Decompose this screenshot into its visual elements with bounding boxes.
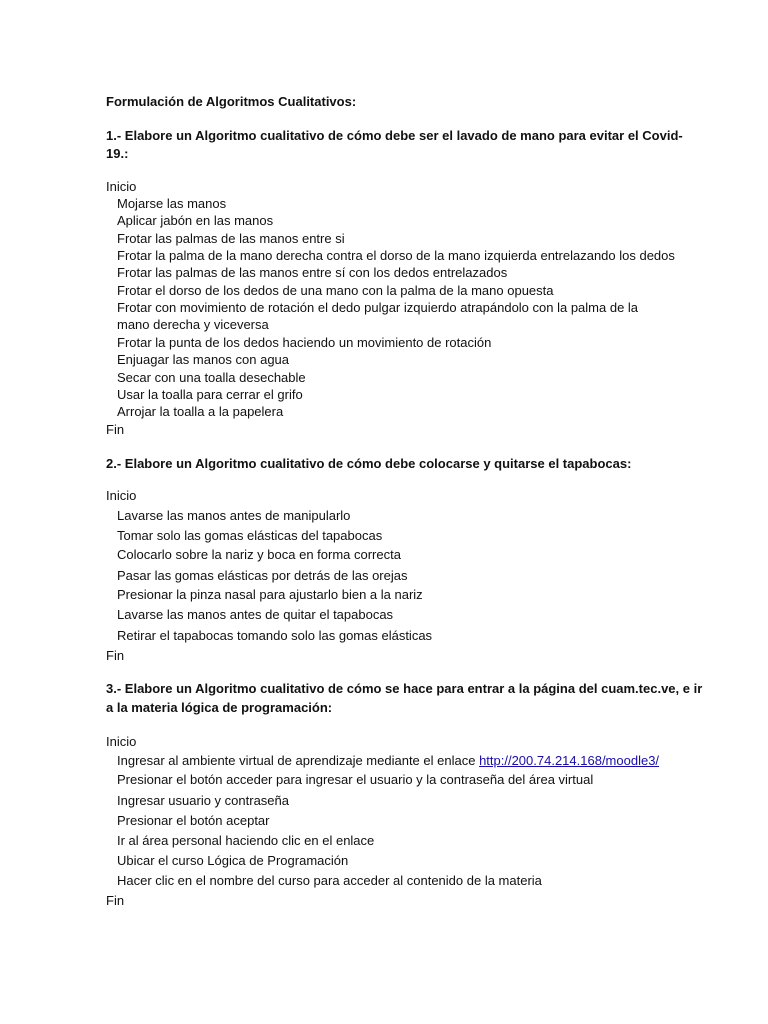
moodle-link[interactable]: http://200.74.214.168/moodle3/ xyxy=(479,753,660,768)
q1-step: Secar con una toalla desechable xyxy=(117,370,306,385)
q3-step: Ir al área personal haciendo clic en el enlace xyxy=(117,833,375,848)
q2-start-marker: Inicio xyxy=(106,488,137,503)
question-1-heading-line-2: 19.: xyxy=(106,146,129,161)
q3-step: Ubicar el curso Lógica de Programación xyxy=(117,853,349,868)
q1-step: Frotar con movimiento de rotación el dedo pulgar izquierdo atrapándolo con la palma de la xyxy=(117,300,639,315)
q2-step: Presionar la pinza nasal para ajustarlo bien a la nariz xyxy=(117,587,423,602)
q1-step: Frotar las palmas de las manos entre sí con los dedos entrelazados xyxy=(117,265,508,280)
q3-start-marker: Inicio xyxy=(106,734,137,749)
question-1-heading-line-1: 1.- Elabore un Algoritmo cualitativo de cómo debe ser el lavado de mano para evitar el Covid- xyxy=(106,128,683,143)
q2-step: Pasar las gomas elásticas por detrás de las orejas xyxy=(117,568,408,583)
q2-step: Colocarlo sobre la nariz y boca en forma correcta xyxy=(117,547,401,562)
q2-step: Tomar solo las gomas elásticas del tapabocas xyxy=(117,528,383,543)
q1-step: Enjuagar las manos con agua xyxy=(117,352,290,367)
q1-step: Frotar la punta de los dedos haciendo un movimiento de rotación xyxy=(117,335,492,350)
question-3-heading-line-2: a la materia lógica de programación: xyxy=(106,700,333,715)
q1-step: Mojarse las manos xyxy=(117,196,227,211)
q1-start-marker: Inicio xyxy=(106,179,137,194)
q1-step: Frotar el dorso de los dedos de una mano con la palma de la mano opuesta xyxy=(117,283,554,298)
q1-end-marker: Fin xyxy=(106,422,125,437)
question-2-heading-line-1: 2.- Elabore un Algoritmo cualitativo de cómo debe colocarse y quitarse el tapabocas: xyxy=(106,456,632,471)
document-title: Formulación de Algoritmos Cualitativos: xyxy=(106,94,357,109)
q1-step: Aplicar jabón en las manos xyxy=(117,213,274,228)
q2-step: Lavarse las manos antes de manipularlo xyxy=(117,508,351,523)
q1-step: mano derecha y viceversa xyxy=(117,317,269,332)
question-3-heading-line-1: 3.- Elabore un Algoritmo cualitativo de cómo se hace para entrar a la página del cuam.tec.ve, e ir xyxy=(106,681,703,696)
q1-step: Arrojar la toalla a la papelera xyxy=(117,404,284,419)
q3-step-with-link xyxy=(117,752,659,769)
q2-step: Lavarse las manos antes de quitar el tapabocas xyxy=(117,607,394,622)
q1-step: Usar la toalla para cerrar el grifo xyxy=(117,387,303,402)
q3-step: Ingresar usuario y contraseña xyxy=(117,793,289,808)
q3-step: Presionar el botón acceder para ingresar el usuario y la contraseña del área virtual xyxy=(117,772,594,787)
q1-step: Frotar las palmas de las manos entre si xyxy=(117,231,345,246)
q3-step: Hacer clic en el nombre del curso para acceder al contenido de la materia xyxy=(117,873,542,888)
q3-step: Presionar el botón aceptar xyxy=(117,813,270,828)
q2-step: Retirar el tapabocas tomando solo las gomas elásticas xyxy=(117,628,433,643)
q3-end-marker: Fin xyxy=(106,893,125,908)
q1-step: Frotar la palma de la mano derecha contra el dorso de la mano izquierda entrelazando los dedos xyxy=(117,248,675,263)
q3-step-text: Ingresar al ambiente virtual de aprendizaje mediante el enlace xyxy=(117,753,480,768)
q2-end-marker: Fin xyxy=(106,648,125,663)
